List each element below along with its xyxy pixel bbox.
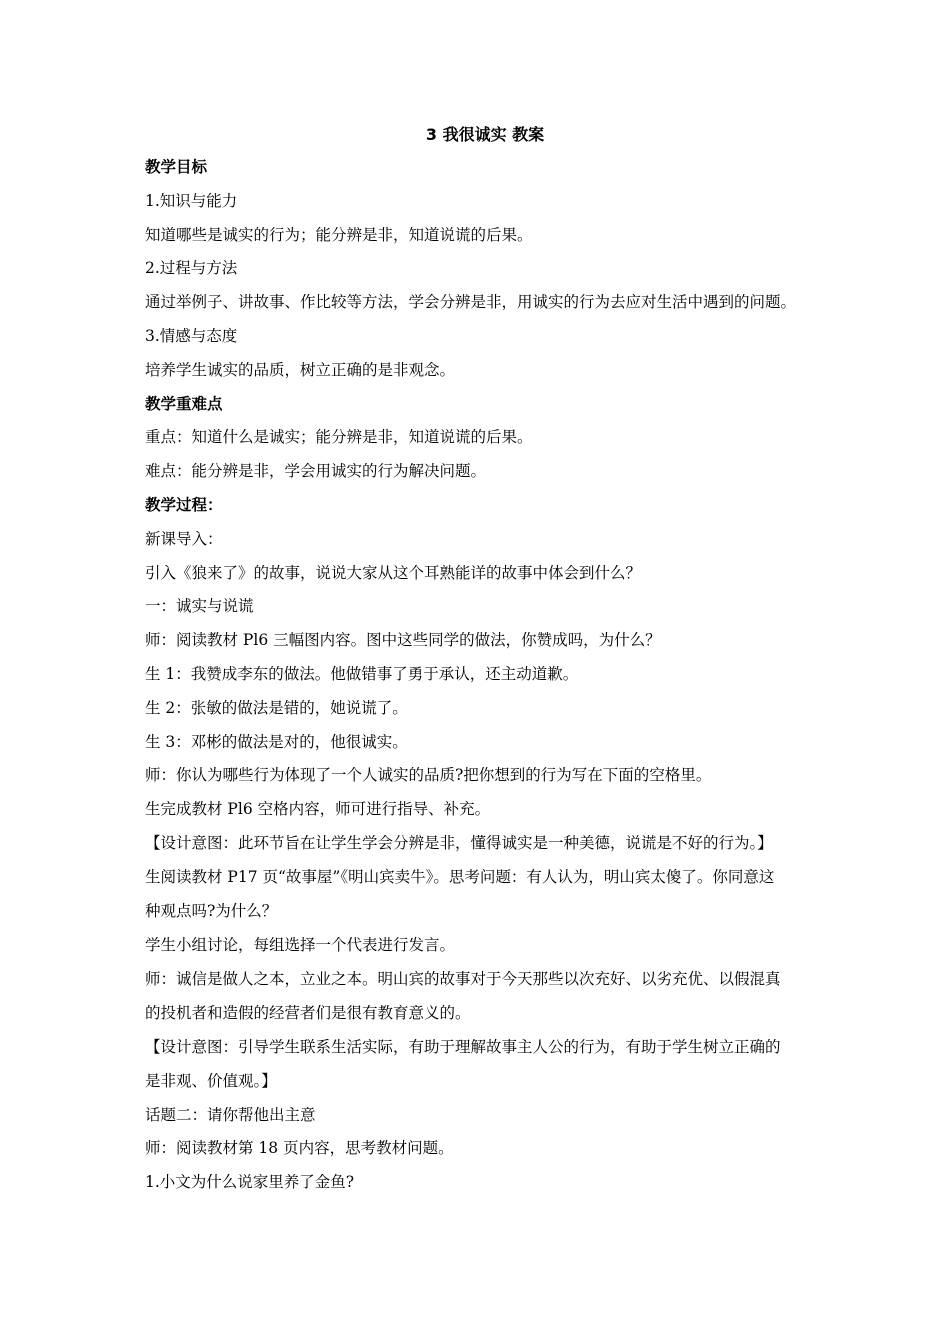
paragraph: 引入《狼来了》的故事，说说大家从这个耳熟能详的故事中体会到什么？	[145, 563, 642, 582]
paragraph: 一：诚实与说谎	[145, 597, 254, 616]
paragraph-line: 是非观、价值观。】	[145, 1071, 277, 1090]
paragraph: 难点：能分辨是非，学会用诚实的行为解决问题。	[145, 462, 487, 481]
document-body	[145, 124, 825, 1206]
design-intent-note	[145, 1037, 825, 1091]
heading-key-points: 教学重难点	[145, 394, 223, 413]
heading-teaching-process: 教学过程：	[145, 495, 223, 514]
paragraph: 通过举例子、讲故事、作比较等方法，学会分辨是非，用诚实的行为去应对生活中遇到的问题。	[145, 293, 797, 312]
paragraph: 3.情感与态度	[145, 326, 238, 345]
paragraph: 1.小文为什么说家里养了金鱼?	[145, 1173, 355, 1192]
paragraph: 新课导入：	[145, 529, 223, 548]
paragraph: 1.知识与能力	[145, 191, 238, 210]
paragraph	[145, 969, 825, 1023]
paragraph: 培养学生诚实的品质，树立正确的是非观念。	[145, 360, 456, 379]
paragraph: 师：阅读教材 Pl6 三幅图内容。图中这些同学的做法，你赞成吗，为什么？	[145, 631, 661, 650]
paragraph: 师：你认为哪些行为体现了一个人诚实的品质?把你想到的行为写在下面的空格里。	[145, 766, 712, 785]
paragraph-line: 的投机者和造假的经营者们是很有教育意义的。	[145, 1003, 471, 1022]
paragraph-line: 种观点吗?为什么？	[145, 901, 278, 920]
paragraph-line: 生阅读教材 P17 页“故事屋”《明山宾卖牛》。思考问题：有人认为，明山宾太傻了。你同意这	[145, 867, 775, 886]
paragraph	[145, 867, 825, 921]
document-title: 3 我很诚实 教案	[425, 125, 545, 144]
paragraph: 知道哪些是诚实的行为；能分辨是非，知道说谎的后果。	[145, 225, 533, 244]
paragraph-line: 【设计意图：引导学生联系生活实际，有助于理解故事主人公的行为，有助于学生树立正确的	[145, 1037, 781, 1056]
paragraph: 生完成教材 Pl6 空格内容，师可进行指导、补充。	[145, 800, 491, 819]
paragraph: 师：阅读教材第 18 页内容，思考教材问题。	[145, 1139, 454, 1158]
paragraph: 生 3：邓彬的做法是对的，他很诚实。	[145, 732, 408, 751]
paragraph: 2.过程与方法	[145, 259, 238, 278]
paragraph: 生 1：我赞成李东的做法。他做错事了勇于承认，还主动道歉。	[145, 664, 579, 683]
paragraph: 重点：知道什么是诚实；能分辨是非，知道说谎的后果。	[145, 428, 533, 447]
heading-teaching-goals: 教学目标	[145, 158, 208, 176]
design-intent-note: 【设计意图：此环节旨在让学生学会分辨是非，懂得诚实是一种美德，说谎是不好的行为。】	[145, 833, 773, 852]
paragraph: 生 2：张敏的做法是错的，她说谎了。	[145, 698, 408, 717]
paragraph: 学生小组讨论，每组选择一个代表进行发言。	[145, 935, 456, 954]
paragraph: 话题二：请你帮他出主意	[145, 1105, 316, 1124]
paragraph-line: 师：诚信是做人之本，立业之本。明山宾的故事对于今天那些以次充好、以劣充优、以假混真	[145, 969, 781, 988]
